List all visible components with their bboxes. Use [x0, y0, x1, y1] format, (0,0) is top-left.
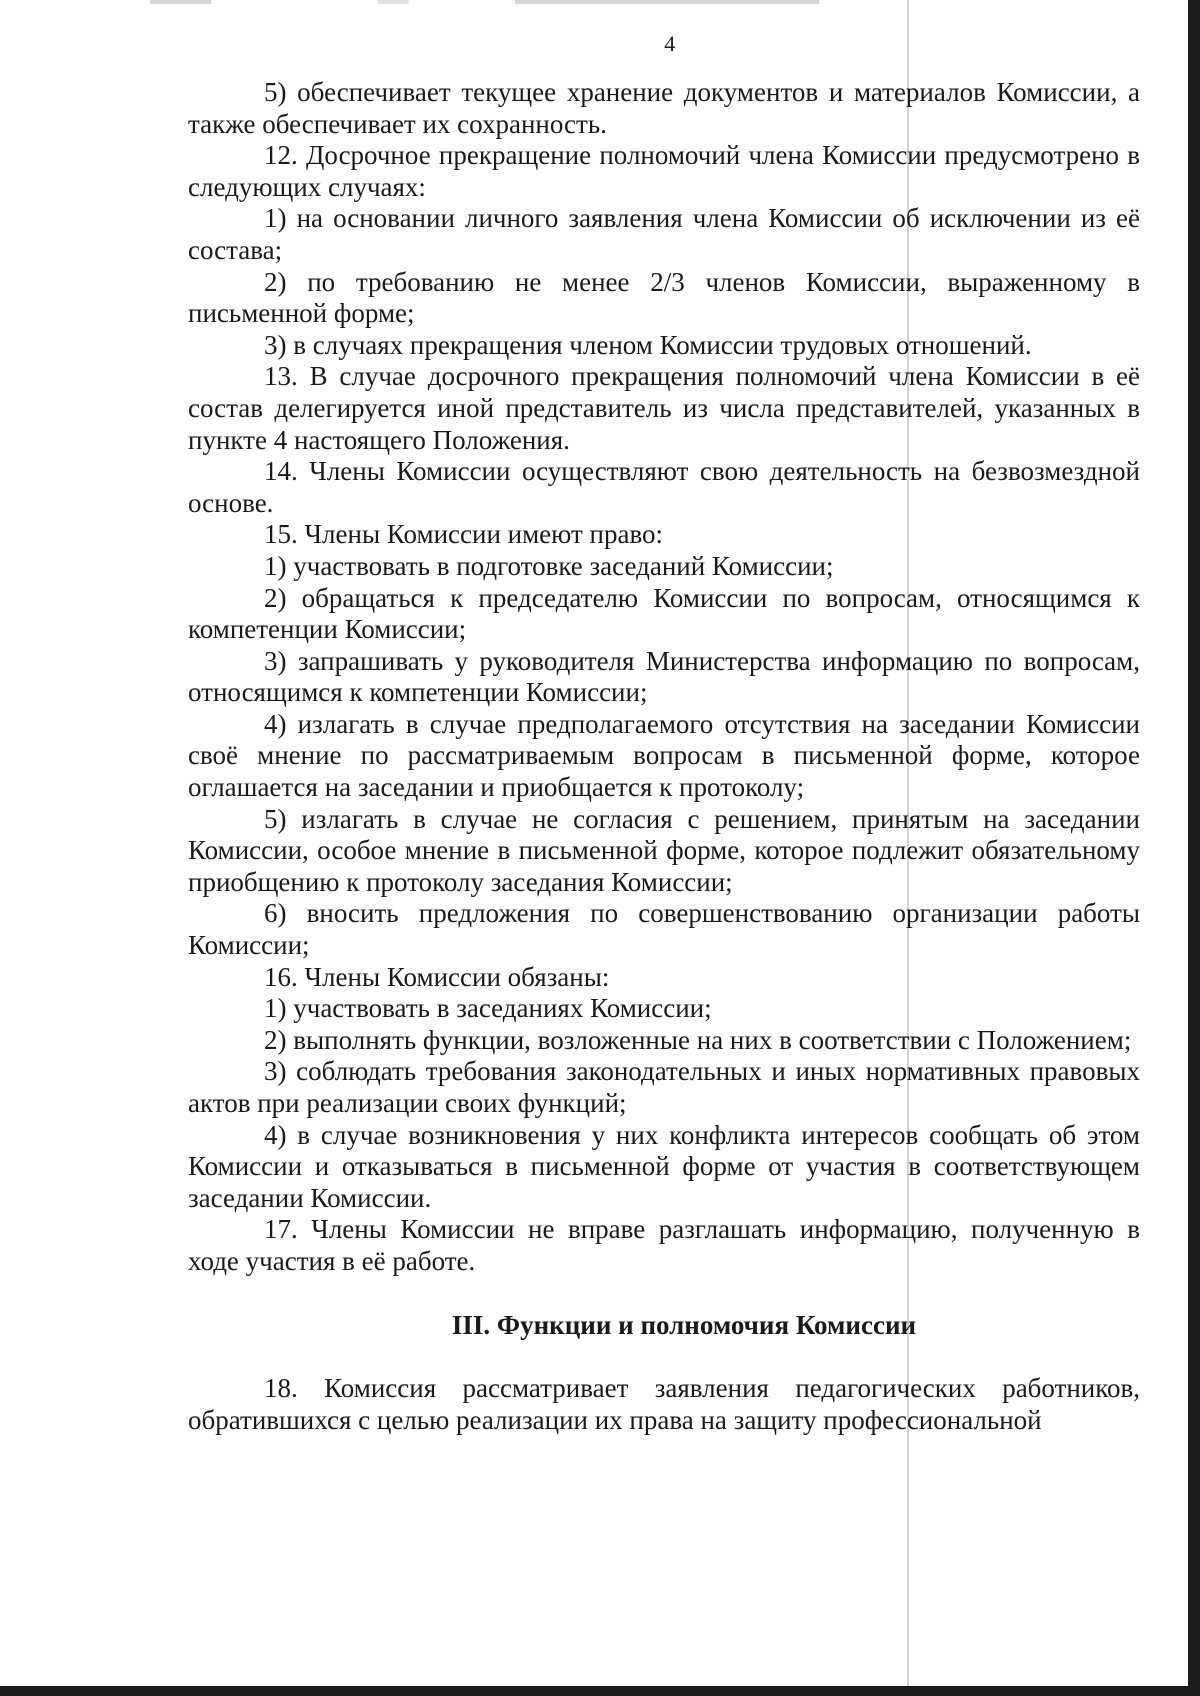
paragraph: 4) в случае возникновения у них конфликта интересов сообщать об этом Комиссии и отказываться в письменной форме от участия в соответствующем заседании Комиссии.	[188, 1119, 1140, 1213]
paragraph: 2) выполнять функции, возложенные на них в соответствии с Положением;	[264, 1024, 1132, 1055]
paragraph: 3) запрашивать у руководителя Министерства информацию по вопросам, относящимся к компетенции Комиссии;	[188, 645, 1140, 708]
paragraph: 1) на основании личного заявления члена Комиссии об исключении из её состава;	[188, 203, 1140, 265]
paragraph: 18. Комиссия рассматривает заявления педагогических работников, обратившихся с целью реализации их права на защиту профессиональной	[188, 1373, 1140, 1435]
page-number: 4	[664, 31, 676, 56]
scan-artifact-top	[150, 0, 910, 4]
paragraph: 6) вносить предложения по совершенствованию организации работы Комиссии;	[188, 898, 1140, 961]
paragraph: 12. Досрочное прекращение полномочий члена Комиссии предусмотрено в следующих случаях:	[188, 140, 1140, 202]
paragraph: 3) соблюдать требования законодательных и иных нормативных правовых актов при реализации своих функций;	[188, 1056, 1140, 1118]
paragraph: 1) участвовать в заседаниях Комиссии;	[264, 993, 712, 1024]
paragraph: 5) обеспечивает текущее хранение документов и материалов Комиссии, а также обеспечивает их сохранность.	[188, 77, 1140, 139]
paragraph: 5) излагать в случае не согласия с решением, принятым на заседании Комиссии, особое мнение в письменной форме, которое подлежит обязательному приобщению к протоколу заседания Комиссии;	[188, 803, 1140, 897]
paragraph: 17. Члены Комиссии не вправе разглашать информацию, полученную в ходе участия в её работе.	[188, 1214, 1140, 1276]
paragraph: 4) излагать в случае предполагаемого отсутствия на заседании Комиссии своё мнение по рассматриваемым вопросам в письменной форме, которое оглашается на заседании и приобщается к протоколу;	[188, 708, 1140, 803]
paragraph: 3) в случаях прекращения членом Комиссии трудовых отношений.	[264, 329, 1032, 360]
paragraph: 15. Члены Комиссии имеют право:	[264, 519, 664, 550]
paragraph: 13. В случае досрочного прекращения полномочий члена Комиссии в её состав делегируется иной представитель из числа представителей, указанных в пункте 4 настоящего Положения.	[188, 361, 1140, 455]
paragraph: 1) участвовать в подготовке заседаний Комиссии;	[264, 550, 834, 581]
paragraphs-after-heading	[188, 1373, 1140, 1436]
document-body	[188, 77, 1140, 1436]
paragraph: 2) по требованию не менее 2/3 членов Комиссии, выраженному в письменной форме;	[188, 266, 1140, 329]
paragraph: 14. Члены Комиссии осуществляют свою деятельность на безвозмездной основе.	[188, 456, 1140, 518]
paragraph: 2) обращаться к председателю Комиссии по вопросам, относящимся к компетенции Комиссии;	[188, 582, 1140, 645]
paragraph: 16. Члены Комиссии обязаны:	[264, 961, 610, 992]
paragraphs-before-heading	[188, 77, 1140, 1278]
scan-border-bottom	[0, 1686, 1200, 1696]
section-heading: III. Функции и полномочия Комиссии	[451, 1309, 917, 1340]
scan-border-right	[1188, 0, 1200, 1696]
